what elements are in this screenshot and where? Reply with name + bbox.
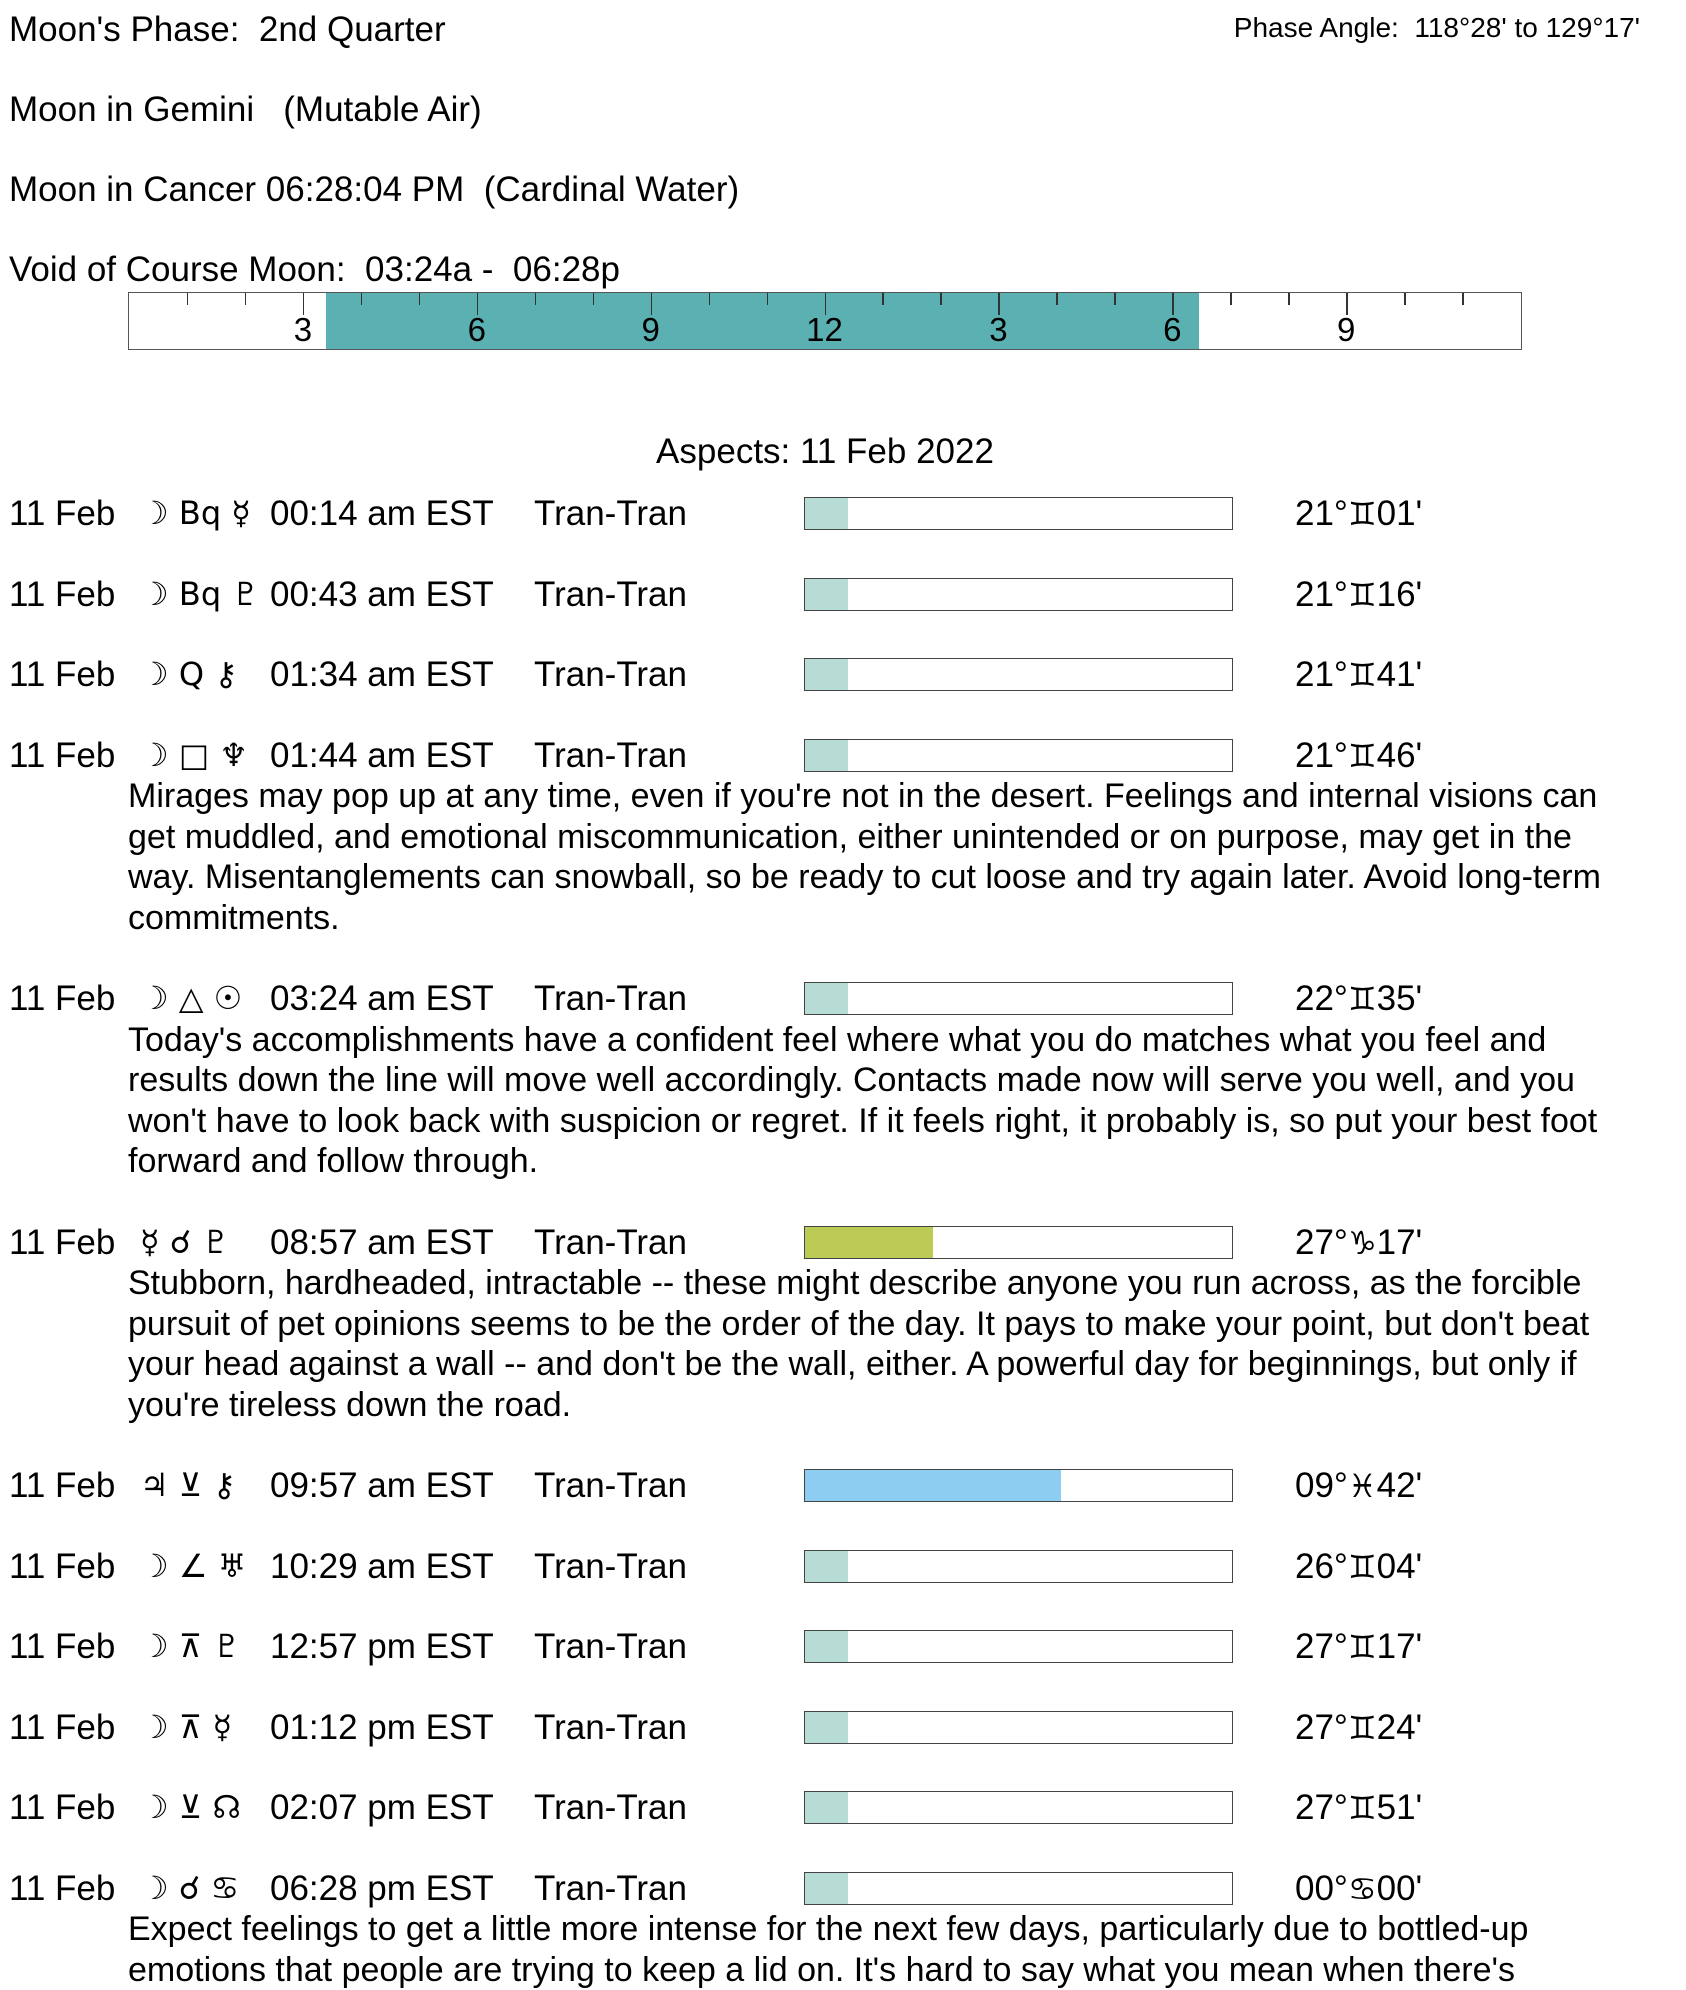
aspect-position bbox=[1295, 1627, 1422, 1667]
aspect-glyphs: ☽ △ ☉ bbox=[140, 979, 243, 1017]
aspect-time: 03:24 am EST bbox=[270, 979, 494, 1018]
aspect-degree: 21° bbox=[1295, 735, 1348, 775]
aspect-strength-bar bbox=[804, 578, 1233, 611]
aspect-position bbox=[1295, 1869, 1422, 1909]
zodiac-sign-icon: ♊ bbox=[1347, 495, 1377, 533]
aspect-strength-bar bbox=[804, 1872, 1233, 1905]
aspect-minute: 24' bbox=[1376, 1707, 1423, 1747]
timeline-tick bbox=[709, 293, 711, 305]
aspect-row bbox=[0, 1627, 1686, 1677]
timeline-tick bbox=[1288, 293, 1290, 305]
aspect-minute: 16' bbox=[1376, 574, 1423, 614]
aspect-glyphs: ☿ ☌ ♇ bbox=[140, 1222, 231, 1261]
aspect-minute: 17' bbox=[1376, 1222, 1423, 1262]
aspect-minute: 04' bbox=[1376, 1546, 1423, 1586]
aspect-position bbox=[1295, 655, 1422, 695]
aspect-position bbox=[1295, 1547, 1422, 1587]
timeline-label: 12 bbox=[806, 311, 843, 348]
aspect-strength-bar bbox=[804, 1791, 1233, 1824]
aspect-degree: 22° bbox=[1295, 979, 1348, 1018]
timeline-label: 6 bbox=[467, 311, 486, 348]
aspect-strength-fill bbox=[805, 983, 848, 1014]
zodiac-sign-icon: ♊ bbox=[1347, 1708, 1377, 1747]
timeline-tick bbox=[882, 293, 884, 305]
aspect-minute: 01' bbox=[1376, 494, 1423, 533]
aspect-glyphs: ☽ □ ♆ bbox=[140, 735, 248, 774]
aspect-kind: Tran-Tran bbox=[534, 1466, 687, 1505]
aspect-strength-fill bbox=[805, 740, 848, 771]
moon-sign: Moon in Gemini (Mutable Air) bbox=[9, 90, 482, 129]
aspect-glyphs: ☽ Bq ☿ bbox=[140, 494, 251, 532]
zodiac-sign-icon: ♊ bbox=[1347, 575, 1377, 614]
aspect-row bbox=[0, 575, 1686, 625]
zodiac-sign-icon: ♊ bbox=[1347, 1547, 1377, 1586]
aspect-minute: 00' bbox=[1376, 1868, 1423, 1908]
aspect-kind: Tran-Tran bbox=[534, 979, 687, 1018]
aspect-strength-bar bbox=[804, 658, 1233, 691]
timeline-tick bbox=[1230, 293, 1232, 305]
aspect-date: 11 Feb bbox=[9, 1222, 116, 1262]
zodiac-sign-icon: ♊ bbox=[1347, 1628, 1377, 1666]
aspect-date: 11 Feb bbox=[9, 1546, 116, 1586]
aspect-date: 11 Feb bbox=[9, 574, 116, 614]
aspect-time: 00:43 am EST bbox=[270, 574, 494, 614]
timeline-tick bbox=[419, 293, 421, 305]
aspect-row bbox=[0, 655, 1686, 705]
aspect-strength-fill bbox=[805, 659, 848, 690]
timeline-label: 9 bbox=[641, 311, 660, 348]
aspect-row bbox=[0, 494, 1686, 544]
aspect-description: Today's accomplishments have a confident feel where what you do matches what you feel and results down the line will move well accordingly. Contacts made now will serve you well, and you won't have to look back with suspicion or regret. If it feels right, it probably is, so put your best foot forward and follow through. bbox=[128, 1020, 1598, 1180]
aspect-strength-bar bbox=[804, 1469, 1233, 1502]
aspect-date: 11 Feb bbox=[9, 735, 116, 775]
timeline-tick bbox=[1114, 293, 1116, 305]
aspect-degree: 27° bbox=[1295, 1707, 1348, 1747]
timeline-label: 9 bbox=[1336, 311, 1356, 348]
aspect-strength-bar bbox=[804, 1711, 1233, 1744]
timeline-tick bbox=[535, 293, 537, 305]
aspect-kind: Tran-Tran bbox=[534, 1707, 687, 1747]
aspect-description: Expect feelings to get a little more intense for the next few days, particularly due to bottled-up emotions that people are trying to keep a lid on. It's hard to say what you mean when there's bbox=[128, 1910, 1529, 1989]
aspect-strength-fill bbox=[805, 579, 848, 610]
aspect-glyphs: ☽ ⊻ ☊ bbox=[140, 1788, 241, 1826]
aspect-date: 11 Feb bbox=[9, 979, 116, 1018]
aspect-strength-bar bbox=[804, 497, 1233, 530]
void-of-course-label: Void of Course Moon: 03:24a - 06:28p bbox=[9, 250, 620, 289]
aspect-minute: 17' bbox=[1376, 1627, 1423, 1666]
aspect-glyphs: ☽ ☌ ♋ bbox=[140, 1868, 240, 1907]
aspect-time: 10:29 am EST bbox=[270, 1546, 494, 1586]
aspect-glyphs: ☽ ⊼ ♇ bbox=[140, 1627, 242, 1665]
aspect-degree: 21° bbox=[1295, 574, 1348, 614]
aspects-title: Aspects: 11 Feb 2022 bbox=[656, 432, 994, 471]
aspect-strength-bar bbox=[804, 1226, 1233, 1259]
zodiac-sign-icon: ♑ bbox=[1347, 1223, 1377, 1262]
aspect-glyphs: ☽ ∠ ♅ bbox=[140, 1546, 247, 1585]
aspect-kind: Tran-Tran bbox=[534, 1788, 687, 1827]
timeline-tick bbox=[245, 293, 247, 305]
timeline-tick bbox=[1056, 293, 1058, 305]
aspect-kind: Tran-Tran bbox=[534, 1627, 687, 1666]
aspect-kind: Tran-Tran bbox=[534, 1546, 687, 1586]
aspect-position bbox=[1295, 1223, 1422, 1263]
void-of-course-timeline bbox=[128, 292, 1522, 350]
aspect-date: 11 Feb bbox=[9, 1788, 116, 1827]
aspect-position bbox=[1295, 494, 1422, 534]
aspect-date: 11 Feb bbox=[9, 1707, 116, 1747]
aspect-minute: 41' bbox=[1376, 655, 1423, 694]
aspect-date: 11 Feb bbox=[9, 1466, 116, 1505]
aspect-strength-bar bbox=[804, 739, 1233, 772]
aspect-degree: 26° bbox=[1295, 1546, 1348, 1586]
moon-phase: Moon's Phase: 2nd Quarter bbox=[9, 10, 446, 49]
aspect-strength-fill bbox=[805, 1551, 848, 1582]
aspect-time: 01:44 am EST bbox=[270, 735, 494, 775]
timeline-tick bbox=[1462, 293, 1464, 305]
aspect-degree: 27° bbox=[1295, 1627, 1348, 1666]
aspect-minute: 46' bbox=[1376, 735, 1423, 775]
aspect-date: 11 Feb bbox=[9, 494, 116, 533]
timeline-tick bbox=[767, 293, 769, 305]
zodiac-sign-icon: ♊ bbox=[1347, 980, 1377, 1018]
aspect-time: 09:57 am EST bbox=[270, 1466, 494, 1505]
zodiac-sign-icon: ♊ bbox=[1347, 736, 1377, 775]
aspect-kind: Tran-Tran bbox=[534, 574, 687, 614]
timeline-tick bbox=[940, 293, 942, 305]
zodiac-sign-icon: ♓ bbox=[1347, 1467, 1377, 1505]
timeline-tick bbox=[1404, 293, 1406, 305]
timeline-tick bbox=[187, 293, 189, 305]
aspect-time: 02:07 pm EST bbox=[270, 1788, 494, 1827]
aspect-strength-fill bbox=[805, 1792, 848, 1823]
aspect-glyphs: ☽ Q ⚷ bbox=[140, 655, 238, 693]
aspect-position bbox=[1295, 736, 1422, 776]
aspect-glyphs: ☽ Bq ♇ bbox=[140, 574, 260, 613]
aspect-date: 11 Feb bbox=[9, 1627, 116, 1666]
aspect-kind: Tran-Tran bbox=[534, 1868, 687, 1908]
aspect-row bbox=[0, 1708, 1686, 1758]
void-of-course-range bbox=[326, 293, 1199, 349]
aspect-minute: 42' bbox=[1376, 1466, 1423, 1505]
aspect-time: 00:14 am EST bbox=[270, 494, 494, 533]
aspect-glyphs: ♃ ⊻ ⚷ bbox=[140, 1466, 236, 1504]
timeline-label: 6 bbox=[1163, 311, 1182, 348]
aspect-strength-bar bbox=[804, 1630, 1233, 1663]
aspect-kind: Tran-Tran bbox=[534, 1222, 687, 1262]
aspect-strength-fill bbox=[805, 1227, 933, 1258]
aspect-position bbox=[1295, 1708, 1422, 1748]
aspect-position bbox=[1295, 575, 1422, 615]
aspect-minute: 51' bbox=[1376, 1788, 1423, 1827]
aspect-strength-fill bbox=[805, 1873, 848, 1904]
zodiac-sign-icon: ♊ bbox=[1347, 1789, 1377, 1827]
aspect-strength-fill bbox=[805, 498, 848, 529]
aspect-position bbox=[1295, 1466, 1422, 1506]
aspect-strength-bar bbox=[804, 982, 1233, 1015]
aspect-time: 01:34 am EST bbox=[270, 655, 494, 694]
aspect-kind: Tran-Tran bbox=[534, 494, 687, 533]
aspect-degree: 09° bbox=[1295, 1466, 1348, 1505]
aspect-position bbox=[1295, 1788, 1422, 1828]
moon-ingress: Moon in Cancer 06:28:04 PM (Cardinal Water) bbox=[9, 170, 740, 209]
aspect-degree: 00° bbox=[1295, 1868, 1348, 1908]
aspect-date: 11 Feb bbox=[9, 1868, 116, 1908]
timeline-label: 3 bbox=[293, 311, 313, 348]
timeline-tick bbox=[593, 293, 595, 305]
aspect-row bbox=[0, 1547, 1686, 1597]
aspect-time: 12:57 pm EST bbox=[270, 1627, 494, 1666]
aspect-time: 08:57 am EST bbox=[270, 1222, 494, 1262]
aspect-degree: 27° bbox=[1295, 1788, 1348, 1827]
zodiac-sign-icon: ♋ bbox=[1347, 1869, 1377, 1908]
aspect-position bbox=[1295, 979, 1422, 1019]
aspect-row bbox=[0, 1466, 1686, 1516]
aspect-strength-fill bbox=[805, 1470, 1061, 1501]
aspect-degree: 27° bbox=[1295, 1222, 1348, 1262]
zodiac-sign-icon: ♊ bbox=[1347, 656, 1377, 694]
aspect-degree: 21° bbox=[1295, 655, 1348, 694]
aspect-kind: Tran-Tran bbox=[534, 735, 687, 775]
aspect-minute: 35' bbox=[1376, 979, 1423, 1018]
aspect-strength-fill bbox=[805, 1712, 848, 1743]
phase-angle: Phase Angle: 118°28' to 129°17' bbox=[1233, 12, 1640, 43]
aspect-time: 01:12 pm EST bbox=[270, 1707, 494, 1747]
aspect-time: 06:28 pm EST bbox=[270, 1868, 494, 1908]
aspect-strength-fill bbox=[805, 1631, 848, 1662]
timeline-tick bbox=[361, 293, 363, 305]
aspect-strength-bar bbox=[804, 1550, 1233, 1583]
aspect-description: Mirages may pop up at any time, even if you're not in the desert. Feelings and internal visions can get muddled, and emotional miscommunication, either unintended or on purpose, may get in the way. Misentanglements can snowball, so be ready to cut loose and try again later. Avoid long-term commitments. bbox=[128, 777, 1601, 937]
aspect-glyphs: ☽ ⊼ ☿ bbox=[140, 1707, 233, 1746]
timeline-label: 3 bbox=[989, 311, 1008, 348]
aspect-row bbox=[0, 1788, 1686, 1838]
aspect-degree: 21° bbox=[1295, 494, 1348, 533]
aspect-kind: Tran-Tran bbox=[534, 655, 687, 694]
aspect-description: Stubborn, hardheaded, intractable -- these might describe anyone you run across, as the forcible pursuit of pet opinions seems to be the order of the day. It pays to make your point, but don't beat your head against a wall -- and don't be the wall, either. A powerful day for beginnings, but only if you're tireless down the road. bbox=[128, 1264, 1590, 1424]
aspect-date: 11 Feb bbox=[9, 655, 116, 694]
